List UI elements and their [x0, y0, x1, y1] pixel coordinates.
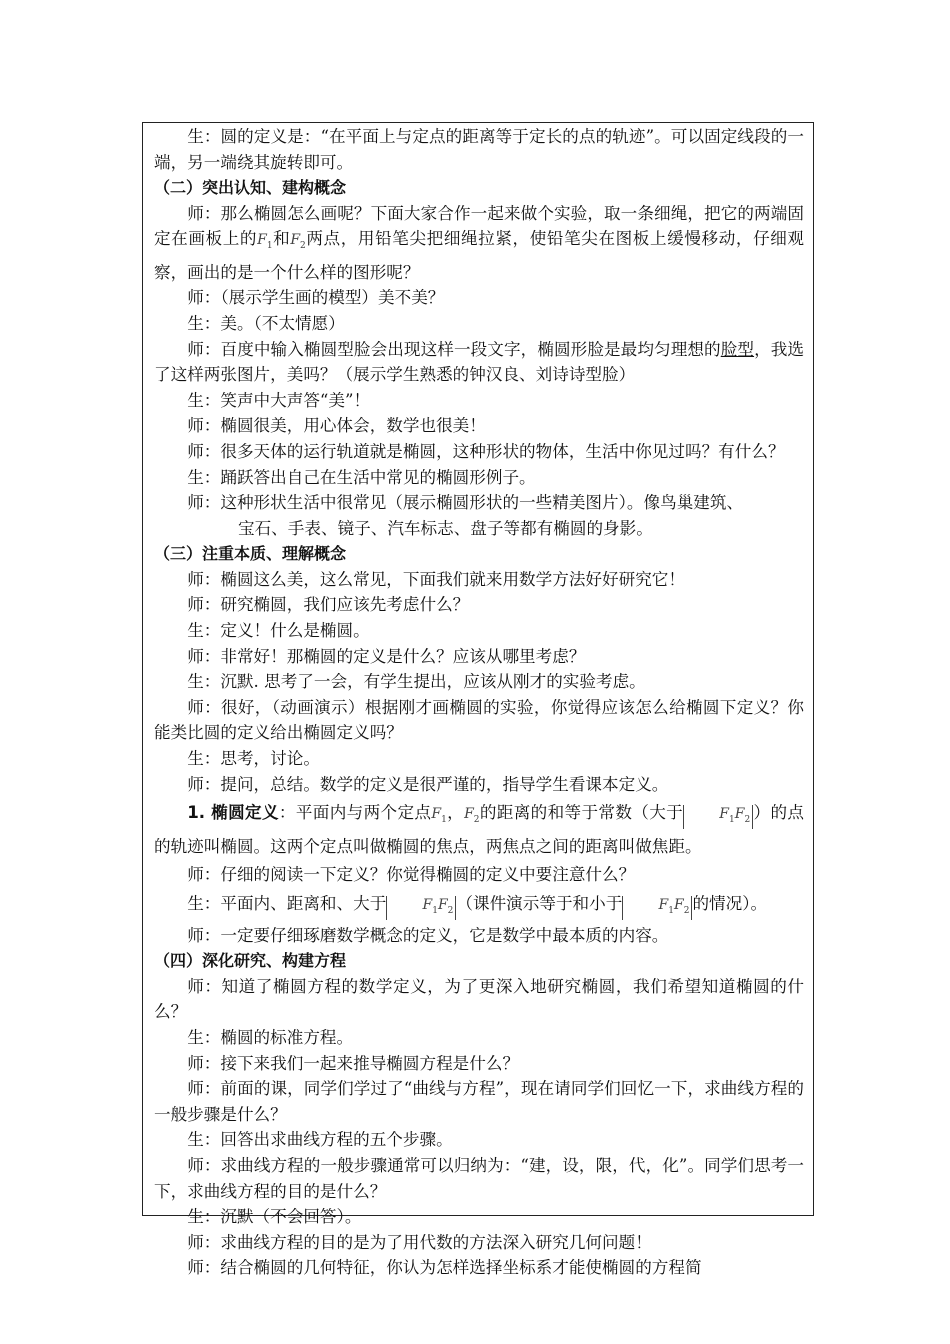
paragraph: 师：那么椭圆怎么画呢？下面大家合作一起来做个实验，取一条细绳，把它的两端固定在画板上的$F_1$和$F_2$两点，用铅笔尖把细绳拉紧，使铅笔尖在图板上缓慢移动，仔细观察，画出的是一个什么样的图形呢？	[154, 203, 805, 282]
paragraph: 生：回答出求曲线方程的五个步骤。	[187, 1130, 453, 1150]
paragraph: 师：（展示学生画的模型）美不美？	[187, 288, 445, 308]
paragraph: 师：接下来我们一起来推导椭圆方程是什么？	[187, 1053, 520, 1073]
paragraph: 师：很好，（动画演示）根据刚才画椭圆的实验，你觉得应该怎么给椭圆下定义？你能类比圆的定义给出椭圆定义吗？	[154, 697, 804, 743]
paragraph: 生：踊跃答出自己在生活中常见的椭圆形例子。	[187, 467, 536, 487]
paragraph: 生：笑声中大声答“美”！	[187, 390, 371, 410]
lesson-content	[154, 124, 804, 1281]
paragraph: 师：这种形状生活中很常见（展示椭圆形状的一些精美图片）。像鸟巢建筑、	[187, 493, 744, 513]
paragraph: 师：求曲线方程的目的是为了用代数的方法深入研究几何问题！	[187, 1232, 652, 1252]
section-heading-3: （三）注重本质、理解概念	[154, 544, 347, 564]
paragraph: 师：椭圆很美，用心体会，数学也很美！	[187, 416, 486, 436]
math-abs-f1f2: $F_1F_2$	[683, 805, 753, 829]
definition-label: 1. 椭圆定义	[187, 803, 279, 823]
paragraph: 师：知道了椭圆方程的数学定义，为了更深入地研究椭圆，我们希望知道椭圆的什么？	[154, 976, 804, 1022]
paragraph: 师：很多天体的运行轨道就是椭圆，这种形状的物体，生活中你见过吗？有什么？	[187, 441, 785, 461]
paragraph: 生：椭圆的标准方程。	[187, 1027, 354, 1047]
math-abs-f1f2: $F_1F_2$	[622, 896, 692, 920]
paragraph: 生：圆的定义是：“在平面上与定点的距离等于定长的点的轨迹”。可以固定线段的一端，另一端绕其旋转即可。	[154, 127, 804, 172]
math-f1: $F_1$	[257, 232, 273, 252]
paragraph: 师：求曲线方程的一般步骤通常可以归纳为：“建，设，限，代，化”。同学们思考一下，求曲线方程的目的是什么？	[154, 1155, 804, 1201]
math-f1: $F_1$	[431, 806, 447, 826]
paragraph: 师：提问，总结。数学的定义是很严谨的，指导学生看课本定义。	[187, 774, 669, 794]
paragraph: 生：思考，讨论。	[187, 749, 320, 769]
math-abs-f1f2: $F_1F_2$	[386, 896, 456, 920]
paragraph: 生：美。（不太情愿）	[187, 313, 345, 333]
paragraph: 生：沉默. 思考了一会，有学生提出，应该从刚才的实验考虑。	[187, 672, 646, 692]
section-heading-4: （四）深化研究、构建方程	[154, 951, 347, 971]
paragraph-continuation: 宝石、手表、镜子、汽车标志、盘子等都有椭圆的身影。	[238, 518, 653, 538]
paragraph: 生：平面内、距离和、大于 $F_1F_2$ （课件演示等于和小于 $F_1F_2$ 的情况）。	[154, 891, 804, 920]
math-f2: $F_2$	[464, 806, 480, 826]
paragraph: 师：前面的课，同学们学过了“曲线与方程”，现在请同学们回忆一下，求曲线方程的一般步骤是什么？	[154, 1079, 804, 1124]
paragraph: 生：沉默（不会回答）。	[187, 1207, 362, 1227]
paragraph: 师：椭圆这么美，这么常见，下面我们就来用数学方法好好研究它！	[187, 569, 685, 589]
paragraph: 师：结合椭圆的几何特征，你认为怎样选择坐标系才能使椭圆的方程简	[187, 1258, 702, 1278]
math-f2: $F_2$	[290, 232, 306, 252]
section-heading-2: （二）突出认知、建构概念	[154, 178, 347, 198]
paragraph: 师：百度中输入椭圆型脸会出现这样一段文字，椭圆形脸是最均匀理想的脸型，我选了这样两张图片，美吗？（展示学生熟悉的钟汉良、刘诗诗型脸）	[154, 339, 805, 385]
paragraph: 师：一定要仔细琢磨数学概念的定义，它是数学中最本质的内容。	[187, 925, 669, 945]
underlined-term: 脸型	[720, 339, 755, 359]
paragraph: 师：非常好！那椭圆的定义是什么？应该从哪里考虑？	[187, 646, 586, 666]
ellipse-definition: 1. 椭圆定义：平面内与两个定点$F_1$，$F_2$的距离的和等于常数（大于 $F_1F_2$ ）的点的轨迹叫椭圆。这两个定点叫做椭圆的焦点，两焦点之间的距离叫做焦距。	[154, 803, 805, 856]
paragraph: 生：定义！什么是椭圆。	[187, 621, 370, 641]
paragraph: 师：仔细的阅读一下定义？你觉得椭圆的定义中要注意什么？	[187, 865, 636, 885]
paragraph: 师：研究椭圆，我们应该先考虑什么？	[187, 595, 470, 615]
